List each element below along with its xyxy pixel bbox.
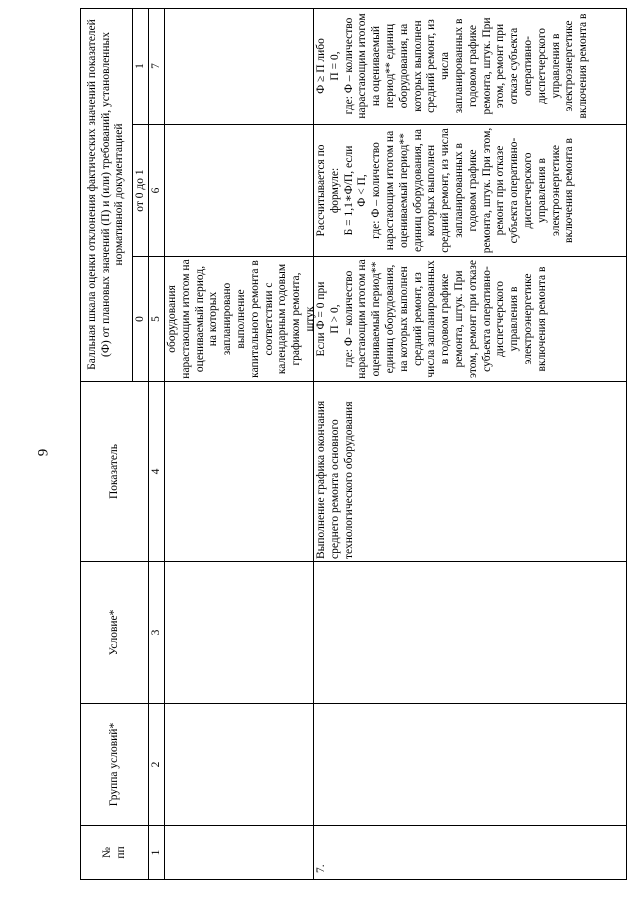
- row7-score-0-1-text: Рассчитывается по формуле: Б = 1,1∗Ф/П, если Ф < П, где: Ф – количество нарастающим итогом на оцениваемый период** единиц оборудования, на которых выполнен средний ремонт, из числа запланированных в годовом графике ремонта, штук. При этом, ремонт при отказе субъекта оперативно-диспетчерского управления в электроэнергетике включения ремонта в: [313, 125, 627, 257]
- cont-cell-1: [164, 826, 313, 880]
- cont-cell-5-text: оборудования нарастающим итогом на оцениваемый период, на которых запланировано выполнение капитального ремонта в соответствии с календарным годовым графиком ремонта, штук: [164, 257, 313, 382]
- col-number-1: 1: [148, 826, 164, 880]
- header-score-0: 0: [132, 257, 148, 382]
- header-score-0-1: от 0 до 1: [132, 125, 148, 257]
- row7-condition-group: [313, 704, 627, 826]
- cont-cell-7: [164, 8, 313, 125]
- row7-score-0-text: Если Ф = 0 при П > 0, где: Ф – количество нарастающим итогом на оцениваемый период** единиц оборудования, на которых выполнен средний ремонт, из числа запланированных в годовом графике ремонта, штук. При этом, ремонт при отказе субъекта оперативно-диспетчерского управления в электроэнергетике включения ремонта в: [313, 257, 627, 382]
- row7-number: 7.: [313, 826, 627, 880]
- row7-indicator: Выполнение графика окончания среднего ремонта основного технологического оборудования: [313, 382, 627, 562]
- col-number-2: 2: [148, 704, 164, 826]
- cont-cell-4: [164, 382, 313, 562]
- header-number: № пп: [80, 826, 148, 880]
- row7-condition: [313, 562, 627, 704]
- header-score-1: 1: [132, 8, 148, 125]
- cont-cell-6: [164, 125, 313, 257]
- col-number-6: 6: [148, 125, 164, 257]
- col-number-4: 4: [148, 382, 164, 562]
- header-scale: Балльная шкала оценки отклонения фактических значений показателей (Ф) от плановых значений (П) и (или) требований, установленных нормативной документацией: [80, 8, 132, 382]
- header-condition-group: Группа условий*: [80, 704, 148, 826]
- cont-cell-3: [164, 562, 313, 704]
- col-number-7: 7: [148, 8, 164, 125]
- col-number-3: 3: [148, 562, 164, 704]
- col-number-5: 5: [148, 257, 164, 382]
- header-condition: Условие*: [80, 562, 148, 704]
- page-number: 9: [35, 448, 52, 457]
- row7-score-1-text: Ф ≥ П либо П = 0, где: Ф – количество нарастающим итогом на оцениваемый период** единиц оборудования, на которых выполнен средний ремонт, из числа запланированных в годовом графике ремонта, штук. При этом, ремонт при отказе субъекта оперативно-диспетчерского управления в электроэнергетике включения ремонта в: [313, 8, 627, 125]
- cont-cell-2: [164, 704, 313, 826]
- indicator-table: [80, 8, 627, 880]
- header-indicator: Показатель: [80, 382, 148, 562]
